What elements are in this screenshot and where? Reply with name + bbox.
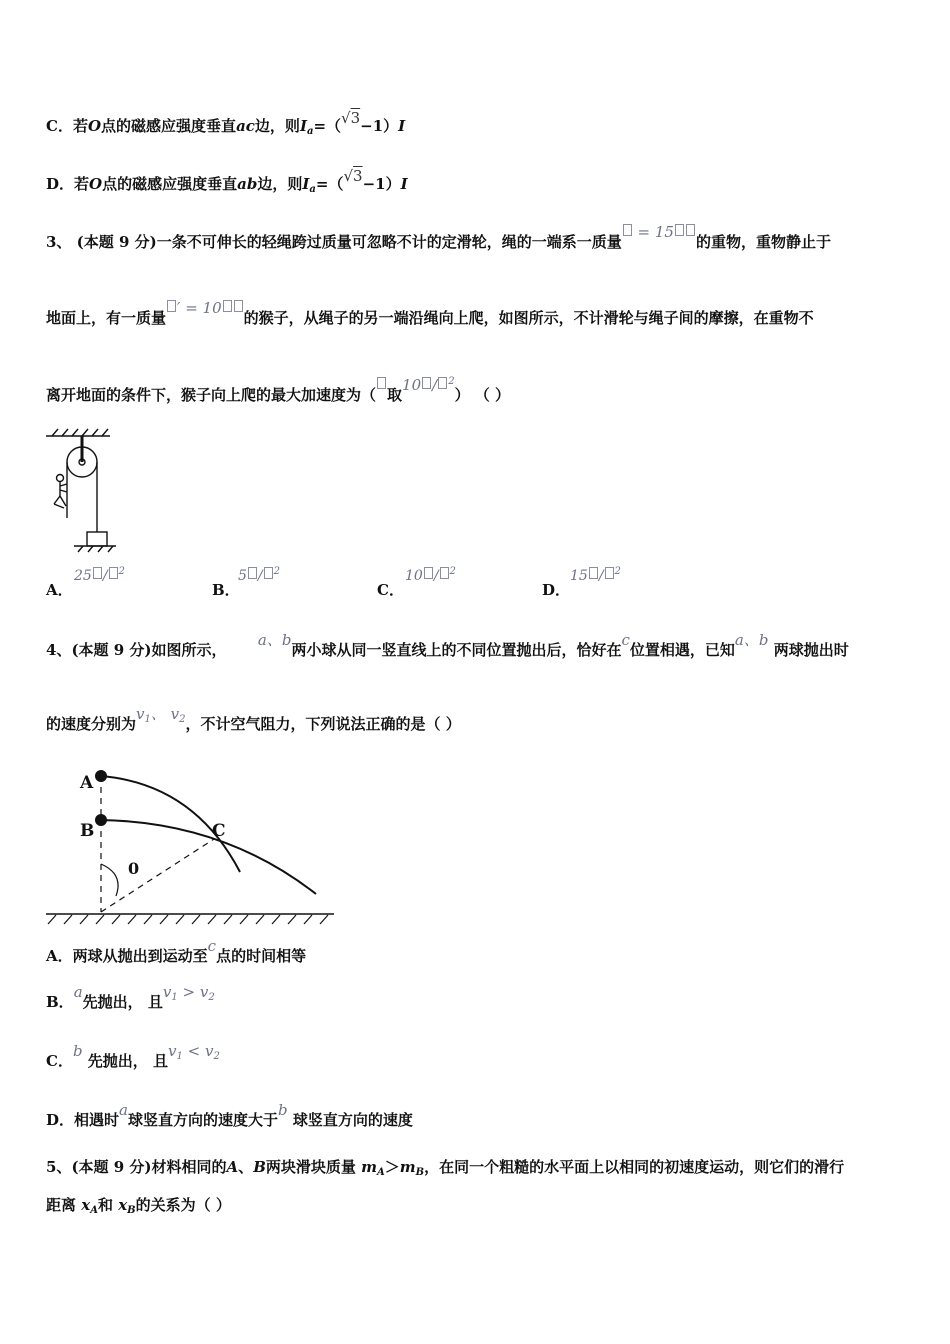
q5-stem-line2: 距离 $x_A$和 $x_B$的关系为（ ） bbox=[46, 1196, 231, 1216]
sqrt-symbol: √3 bbox=[341, 109, 361, 127]
g-value: 10 / $^2$ bbox=[402, 376, 455, 394]
q3-option-b-value: 5 / $^2$ bbox=[238, 566, 281, 584]
q4-stem-line2: 的速度分别为$v_1$、 $v_2$，不计空气阻力，下列说法正确的是（ ） bbox=[46, 705, 461, 733]
q3-option-a-label: A． bbox=[46, 581, 73, 599]
q4-option-b: B．a先抛出， 且$v_1 > v_2$ bbox=[46, 983, 215, 1011]
q3-option-d-label: D． bbox=[542, 581, 571, 599]
q3-option-b-label: B． bbox=[212, 581, 240, 599]
pulley-figure bbox=[44, 428, 124, 554]
q3-option-c-label: C． bbox=[377, 581, 404, 599]
q3-option-c-value: 10 / $^2$ bbox=[405, 566, 456, 584]
svg-text:A: A bbox=[80, 773, 94, 793]
q3-option-a-value: 25 / $^2$ bbox=[74, 566, 125, 584]
projectile-figure bbox=[44, 764, 336, 928]
q2-option-c: C．若O点的磁感应强度垂直ac边，则$I_a=(√3-1)I$ bbox=[46, 109, 406, 137]
mass-formula-1: = 15 bbox=[622, 223, 696, 241]
q5-stem-line1: 5、(本题 9 分)材料相同的A、B两块滑块质量 $m_A>m_B$，在同一个粗糙的水平面上以相同的初速度运动，则它们的滑行 bbox=[46, 1158, 845, 1178]
q3-stem-line3: 离开地面的条件下，猴子向上爬的最大加速度为（ 取10 / $^2$） （ ） bbox=[46, 376, 511, 404]
q2-option-d: D．若O点的磁感应强度垂直ab边，则$I_a=(√3-1)I$ bbox=[46, 167, 408, 195]
q4-option-a: A．两球从抛出到运动至c点的时间相等 bbox=[46, 937, 307, 965]
q4-option-d: D．相遇时a球竖直方向的速度大于b 球竖直方向的速度 bbox=[46, 1101, 413, 1129]
mass-formula-2: ′ = 10 bbox=[166, 299, 244, 317]
q4-option-c: C．b 先抛出， 且$v_1 < v_2$ bbox=[46, 1042, 220, 1070]
svg-text:B: B bbox=[80, 821, 95, 841]
q4-stem-line1: 4、(本题 9 分)如图所示， a、b两小球从同一竖直线上的不同位置抛出后，恰好在c位置相遇，已知a、b 两球抛出时 bbox=[46, 631, 849, 659]
svg-text:C: C bbox=[212, 821, 226, 841]
q3-stem-line2: 地面上，有一质量′ = 10的猴子，从绳子的另一端沿绳向上爬，如图所示，不计滑轮与绳子间的摩擦，在重物不 bbox=[46, 299, 814, 327]
q3-stem-line1: 3、 (本题 9 分)一条不可伸长的轻绳跨过质量可忽略不计的定滑轮，绳的一端系一质量 = 15的重物，重物静止于 bbox=[46, 223, 831, 251]
q3-option-d-value: 15 / $^2$ bbox=[570, 566, 621, 584]
sqrt-symbol: √3 bbox=[343, 167, 363, 185]
g-symbol bbox=[376, 376, 387, 394]
svg-text:0: 0 bbox=[128, 859, 140, 878]
